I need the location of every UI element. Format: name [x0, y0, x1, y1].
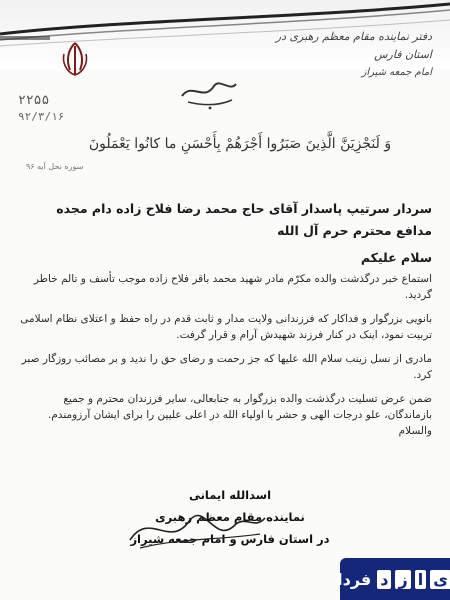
signer-title-2: در استان فارس و امام جمعه شیراز [130, 532, 330, 546]
addressee-line-1: سردار سرتیپ پاسدار آقای حاج محمد رضا فلاح زاده دام مجده [56, 201, 432, 216]
addressee-line-2: مدافع محترم حرم آل الله [277, 223, 432, 238]
verse-reference: سوره نحل آیه ۹۶ [26, 162, 84, 171]
paragraph-3: مادری از نسل زینب سلام الله علیها که جز رحمت و رضای حق را ندید و بر مصائب روزگار صبر کرد. [21, 353, 432, 381]
watermark-word: فردا [337, 569, 372, 589]
site-watermark [337, 558, 450, 600]
signature-block [120, 484, 340, 550]
watermark-letter-1: ی [430, 570, 450, 589]
org-line-1: دفتر نماینده مقام معظم رهبری در استان فارس [275, 30, 432, 61]
paragraph-2: بانویی بزرگوار و فداکار که فرزندانی ولایت مدار و ثابت قدم در راه حفظ و اعتلای نظام اسلامی تربیت نمود، اینک در کنار فرزند شهیدش آرام و قرار گرفت. [20, 313, 432, 341]
paragraph-1: استماع خبر درگذشت والده مکرّم مادر شهید محمد باقر فلاح زاده موجب تأسف و تالم خاطر گردید. [33, 273, 432, 301]
watermark-letter-3: ز [395, 570, 410, 589]
watermark-letter-4: د [377, 570, 391, 589]
signer-name: اسدالله ایمانی [188, 488, 272, 502]
quran-verse: وَ لَنَجْزِيَنَّ الَّذِينَ صَبَرُوا أَجْرَهُمْ بِأَحْسَنِ ما كانُوا يَعْمَلُونَ [88, 136, 392, 152]
reference-number [18, 93, 108, 125]
bismillah-calligraphy [174, 72, 244, 112]
emblem-icon [58, 40, 92, 78]
signer-title-1: نماینده مقام معظم رهبری [155, 510, 305, 524]
ref-date: ۹۲/۳/۱۶ [18, 110, 65, 123]
watermark-letter-2: ا [415, 570, 426, 589]
letter-body [17, 198, 432, 447]
greeting: سلام علیکم [360, 250, 432, 265]
org-line-2: امام جمعه شیراز [361, 67, 432, 78]
paragraph-4: ضمن عرض تسلیت درگذشت والده بزرگوار به جنابعالی، سایر فرزندان محترم و جمیع بازماندگان، علو درجات الهی و حشر با اولیاء الله در اعلی علیین را برای ایشان آرزومندم. والسلام [47, 393, 432, 437]
ref-number-value: ۲۲۵۵ [18, 93, 50, 108]
organization-header [262, 28, 432, 82]
